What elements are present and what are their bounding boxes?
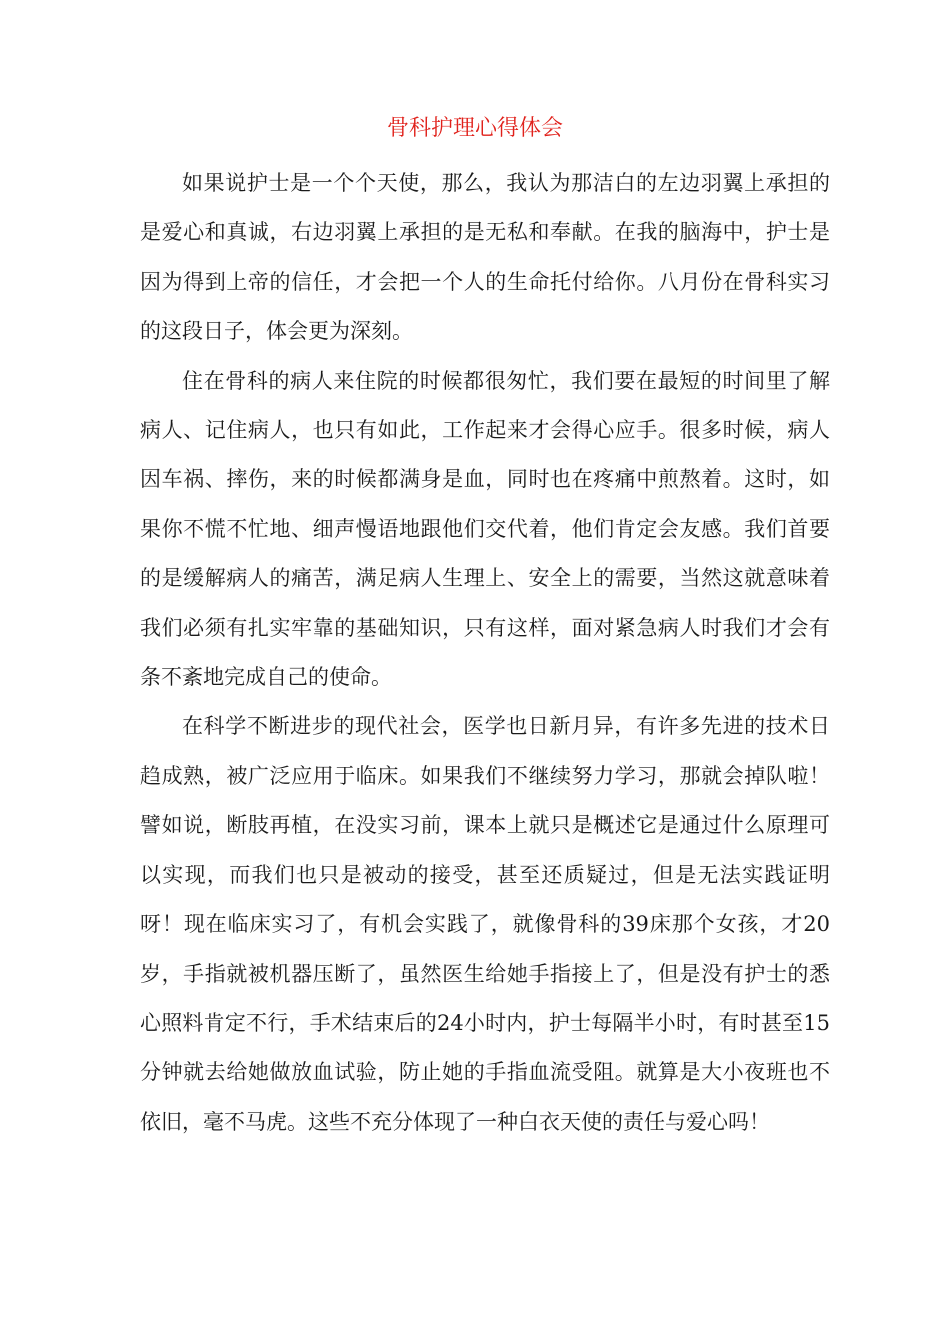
paragraph-1: 如果说护士是一个个天使，那么，我认为那洁白的左边羽翼上承担的是爱心和真诚，右边羽翼上承担的是无私和奉献。在我的脑海中，护士是因为得到上帝的信任，才会把一个人的生命托付给你。八月份在骨科实习的这段日子，体会更为深刻。 xyxy=(140,171,830,344)
paragraph-2: 住在骨科的病人来住院的时候都很匆忙，我们要在最短的时间里了解病人、记住病人，也只有如此，工作起来才会得心应手。很多时候，病人因车祸、摔伤，来的时候都满身是血，同时也在疼痛中煎熬着。这时，如果你不慌不忙地、细声慢语地跟他们交代着，他们肯定会友感。我们首要的是缓解病人的痛苦，满足病人生理上、安全上的需要，当然这就意味着我们必须有扎实牢靠的基础知识，只有这样，面对紧急病人时我们才会有条不紊地完成自己的使命。 xyxy=(140,368,830,690)
document-title: 骨科护理心得体会 xyxy=(386,116,563,141)
paragraph-3: 在科学不断进步的现代社会，医学也日新月异，有许多先进的技术日趋成熟，被广泛应用于临床。如果我们不继续努力学习，那就会掉队啦！譬如说，断肢再植，在没实习前，课本上就只是概述它是通过什么原理可以实现，而我们也只是被动的接受，甚至还质疑过，但是无法实践证明呀！现在临床实习了，有机会实践了，就像骨科的39床那个女孩，才20岁，手指就被机器压断了，虽然医生给她手指接上了，但是没有护士的悉心照料肯定不行，手术结束后的24小时内，护士每隔半小时，有时甚至15分钟就去给她做放血试验，防止她的手指血流受阻。就算是大小夜班也不依旧，毫不马虎。这些不充分体现了一种白衣天使的责任与爱心吗！ xyxy=(140,714,830,1134)
document-body xyxy=(140,159,830,1147)
